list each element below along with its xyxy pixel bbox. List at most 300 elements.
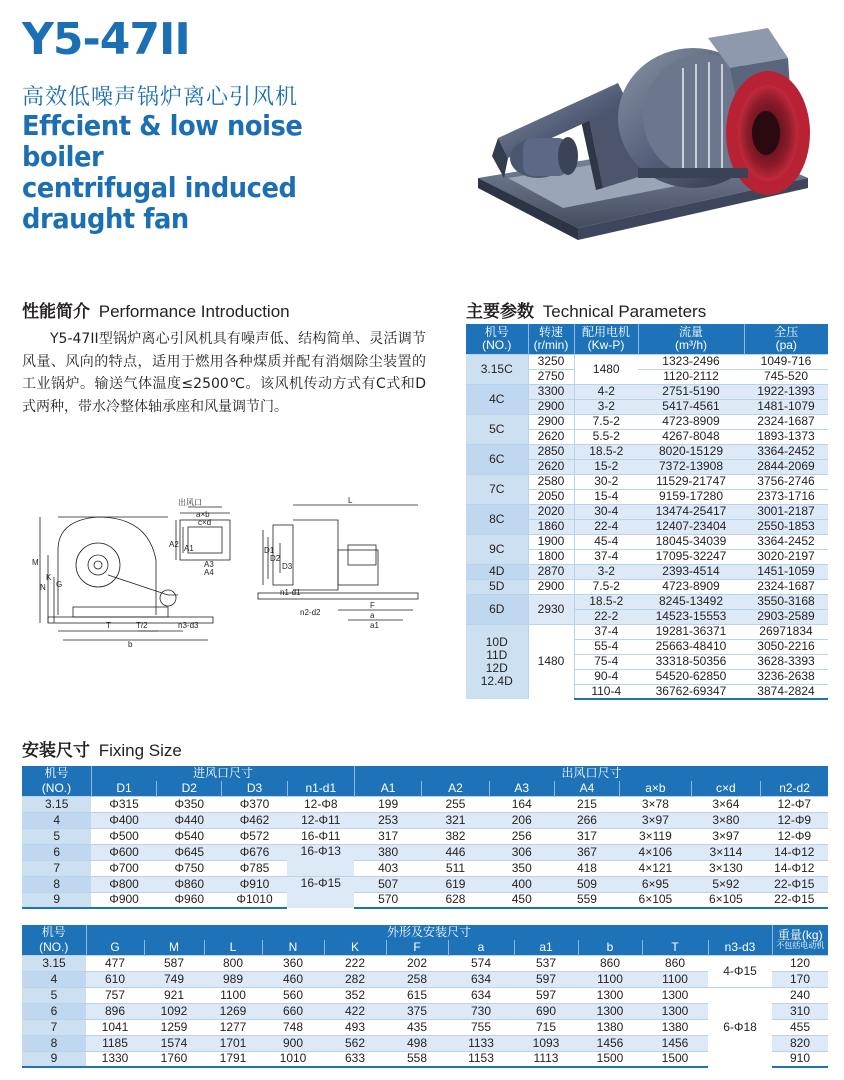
performance-heading-cn: 性能简介 (22, 302, 90, 322)
table-cell: Φ600 (91, 844, 156, 860)
table-cell: 25663-48410 (638, 639, 744, 654)
table-cell: 633 (324, 1051, 386, 1067)
table-cell: 12-Φ8 (287, 796, 354, 812)
table-cell: 8245-13492 (638, 594, 744, 609)
table-cell: Φ645 (157, 844, 222, 860)
table-cell: 1380 (578, 1019, 642, 1035)
table-cell: 1277 (204, 1019, 262, 1035)
table-cell: 2550-1853 (744, 519, 828, 534)
table-cell: 477 (86, 955, 144, 971)
table-cell: 1300 (642, 1003, 708, 1019)
table-cell: 755 (448, 1019, 514, 1035)
table-cell: 2050 (528, 489, 574, 504)
table-cell: 3.15 (22, 955, 86, 971)
drawing-label-n2d2: n2-d2 (300, 608, 321, 617)
table-cell: 403 (354, 860, 421, 876)
table-cell: 37-4 (574, 624, 638, 639)
table-cell: 16-Φ11 (287, 828, 354, 844)
technical-parameters-table (466, 324, 828, 700)
table-cell: 511 (422, 860, 489, 876)
table-cell: 2373-1716 (744, 489, 828, 504)
table-cell: 4723-8909 (638, 414, 744, 429)
table-cell: 14-Φ12 (761, 860, 828, 876)
table-cell: 12407-23404 (638, 519, 744, 534)
table-row (22, 860, 828, 876)
table-row (22, 1051, 828, 1067)
col-group-inlet: 进风口尺寸 (91, 766, 354, 781)
table-cell: 7.5-2 (574, 414, 638, 429)
table-cell: 2900 (528, 399, 574, 414)
table-row (466, 444, 828, 459)
table-cell: 3×97 (691, 828, 760, 844)
col-header-no-en: (NO.) (22, 781, 91, 796)
table-cell: 507 (354, 876, 421, 892)
table-cell: 634 (448, 971, 514, 987)
table-cell: 3628-3393 (744, 654, 828, 669)
drawing-label-n3d3: n3-d3 (178, 621, 199, 630)
table-cell: 8 (22, 1035, 86, 1051)
table-cell: 5.5-2 (574, 429, 638, 444)
cell-text-line: (NO.) (482, 337, 512, 352)
table-cell: 574 (448, 955, 514, 971)
table-cell: 537 (514, 955, 578, 971)
table-cell: 1922-1393 (744, 384, 828, 399)
table-cell: 5 (22, 828, 91, 844)
table-row (22, 812, 828, 828)
table-cell: 360 (262, 955, 324, 971)
col-header: L (204, 940, 262, 955)
table-row (22, 796, 828, 812)
table-cell: 1049-716 (744, 354, 828, 369)
table-cell: 90-4 (574, 669, 638, 684)
cell-text-line: 不包括电动机 (776, 941, 825, 951)
col-header: c×d (691, 781, 760, 796)
table-cell: 3550-3168 (744, 594, 828, 609)
table-cell: 509 (554, 876, 619, 892)
table-cell: 54520-62850 (638, 669, 744, 684)
col-header: n3-d3 (708, 940, 772, 955)
technical-heading-cn: 主要参数 (466, 302, 534, 322)
table-cell: 628 (422, 892, 489, 908)
model-cell-multi (466, 624, 528, 699)
table-cell: 350 (489, 860, 554, 876)
table-cell: 619 (422, 876, 489, 892)
drawing-label-d1: D1 (264, 546, 275, 555)
table-cell: 1153 (448, 1051, 514, 1067)
col-header: A1 (354, 781, 421, 796)
table-row (22, 987, 828, 1003)
drawing-label-t2: T/2 (136, 621, 148, 630)
table-cell: Φ750 (157, 860, 222, 876)
table-row (466, 384, 828, 399)
col-header: T (642, 940, 708, 955)
table-cell: Φ860 (157, 876, 222, 892)
table-cell: 1481-1079 (744, 399, 828, 414)
table-cell: 400 (489, 876, 554, 892)
table-cell: 3.15 (22, 796, 91, 812)
table-cell: 418 (554, 860, 619, 876)
table-cell: 215 (554, 796, 619, 812)
table-cell: 9 (22, 1051, 86, 1067)
table-cell: 422 (324, 1003, 386, 1019)
table-header-row (22, 781, 828, 796)
table-cell: 22-4 (574, 519, 638, 534)
col-header-speed (528, 324, 574, 354)
table-cell: 1113 (514, 1051, 578, 1067)
table-cell: 558 (386, 1051, 448, 1067)
table-cell: 4 (22, 971, 86, 987)
table-cell: 222 (324, 955, 386, 971)
table-row (22, 955, 828, 971)
table-cell: 1185 (86, 1035, 144, 1051)
table-header-row (22, 766, 828, 781)
table-cell: 3300 (528, 384, 574, 399)
table-cell: 7 (22, 1019, 86, 1035)
table-cell: Φ676 (222, 844, 287, 860)
table-cell: 14-Φ12 (761, 844, 828, 860)
table-cell: 2620 (528, 459, 574, 474)
table-cell: 1323-2496 (638, 354, 744, 369)
model-cell: 6D (466, 594, 528, 624)
drawing-label-n: N (40, 583, 46, 592)
col-header: F (386, 940, 448, 955)
table-cell: 3×78 (620, 796, 692, 812)
table-cell: 164 (489, 796, 554, 812)
table-cell: 352 (324, 987, 386, 1003)
table-cell: 30-2 (574, 474, 638, 489)
table-cell: 18.5-2 (574, 444, 638, 459)
col-header-pressure (744, 324, 828, 354)
table-row (22, 876, 828, 892)
table-cell: Φ540 (157, 828, 222, 844)
table-cell: 1900 (528, 534, 574, 549)
table-cell: 435 (386, 1019, 448, 1035)
cell-text-line: (m³/h) (675, 337, 707, 352)
drawing-label-f: F (370, 601, 375, 610)
table-cell: 1100 (642, 971, 708, 987)
table-cell: 22-Φ15 (761, 892, 828, 908)
table-cell: 1269 (204, 1003, 262, 1019)
table-cell: 559 (554, 892, 619, 908)
table-row (466, 504, 828, 519)
technical-heading-en: Technical Parameters (542, 302, 707, 321)
table-cell: Φ400 (91, 812, 156, 828)
table-header-row (466, 324, 828, 354)
table-cell: 26971834 (744, 624, 828, 639)
table-cell: 5417-4561 (638, 399, 744, 414)
model-cell: 9C (466, 534, 528, 564)
fan-product-photo (468, 28, 820, 242)
table-cell: 1041 (86, 1019, 144, 1035)
table-cell: 2930 (528, 594, 574, 624)
model-cell: 4C (466, 384, 528, 414)
cell-text-line: 12.4D (480, 673, 513, 688)
table-cell: 1259 (144, 1019, 204, 1035)
table-cell: 199 (354, 796, 421, 812)
col-header: n2-d2 (761, 781, 828, 796)
table-row (22, 1019, 828, 1035)
table-cell: 256 (489, 828, 554, 844)
drawing-label-axb: a×b (196, 510, 210, 519)
drawing-label-a3: A3 (204, 560, 214, 569)
table-row (466, 579, 828, 594)
table-cell: 570 (354, 892, 421, 908)
table-cell: 1500 (578, 1051, 642, 1067)
cell-text-line: 11D (486, 647, 508, 662)
col-header: M (144, 940, 204, 955)
model-cell: 5C (466, 414, 528, 444)
table-cell: 3874-2824 (744, 684, 828, 699)
table-cell: 240 (772, 987, 828, 1003)
table-cell: 1133 (448, 1035, 514, 1051)
table-cell: Φ315 (91, 796, 156, 812)
table-cell: 8020-15129 (638, 444, 744, 459)
table-cell: 3×97 (620, 812, 692, 828)
table-cell: 3×80 (691, 812, 760, 828)
table-cell: 375 (386, 1003, 448, 1019)
table-cell: 206 (489, 812, 554, 828)
table-cell: Φ500 (91, 828, 156, 844)
table-cell: 1093 (514, 1035, 578, 1051)
table-cell: 690 (514, 1003, 578, 1019)
table-cell: 587 (144, 955, 204, 971)
table-cell: 560 (262, 987, 324, 1003)
table-cell: 4×106 (620, 844, 692, 860)
table-cell: 1380 (642, 1019, 708, 1035)
table-cell: 748 (262, 1019, 324, 1035)
table-cell: 1701 (204, 1035, 262, 1051)
n3-d3-cell: 4-Φ15 (708, 955, 772, 987)
table-cell: 757 (86, 987, 144, 1003)
col-group-outline: 外形及安装尺寸 (86, 925, 772, 940)
col-header-no (466, 324, 528, 354)
table-cell: 498 (386, 1035, 448, 1051)
table-cell: 7 (22, 860, 91, 876)
table-cell: Φ440 (157, 812, 222, 828)
table-cell: 6×95 (620, 876, 692, 892)
table-cell: 282 (324, 971, 386, 987)
table-cell: 660 (262, 1003, 324, 1019)
table-cell: 3×64 (691, 796, 760, 812)
table-cell: 4 (22, 812, 91, 828)
table-cell: 306 (489, 844, 554, 860)
table-cell: 55-4 (574, 639, 638, 654)
table-cell: 989 (204, 971, 262, 987)
cell-text-line: 流量 (678, 324, 703, 339)
model-cell: 3.15C (466, 354, 528, 384)
cell-text-line: 重量(kg) (777, 928, 823, 943)
table-cell: 1760 (144, 1051, 204, 1067)
table-cell: 3236-2638 (744, 669, 828, 684)
drawing-label-d3: D3 (282, 562, 293, 571)
table-cell: 3×130 (691, 860, 760, 876)
table-cell: 1300 (578, 987, 642, 1003)
table-header-row (22, 940, 828, 955)
table-cell: 2900 (528, 414, 574, 429)
table-cell: 19281-36371 (638, 624, 744, 639)
table-cell: 615 (386, 987, 448, 1003)
table-cell: 1893-1373 (744, 429, 828, 444)
drawing-label-a1: A1 (184, 544, 194, 553)
table-cell: 12-Φ9 (761, 828, 828, 844)
col-header: A2 (422, 781, 489, 796)
table-row (22, 828, 828, 844)
table-cell: 321 (422, 812, 489, 828)
table-cell: 15-2 (574, 459, 638, 474)
table-row (22, 971, 828, 987)
table-cell: 253 (354, 812, 421, 828)
table-cell: 800 (204, 955, 262, 971)
drawing-label-g: G (56, 580, 63, 589)
table-cell: 5×92 (691, 876, 760, 892)
table-row (466, 534, 828, 549)
table-cell: 11529-21747 (638, 474, 744, 489)
col-header: G (86, 940, 144, 955)
table-cell: 75-4 (574, 654, 638, 669)
table-cell: 1010 (262, 1051, 324, 1067)
table-cell: 860 (642, 955, 708, 971)
col-header: D2 (157, 781, 222, 796)
table-cell: 820 (772, 1035, 828, 1051)
table-cell: 1330 (86, 1051, 144, 1067)
table-cell: 2393-4514 (638, 564, 744, 579)
table-cell: Φ462 (222, 812, 287, 828)
table-cell: 13474-25417 (638, 504, 744, 519)
table-cell: 3050-2216 (744, 639, 828, 654)
table-cell: 382 (422, 828, 489, 844)
table-cell: 900 (262, 1035, 324, 1051)
table-row (22, 844, 828, 860)
col-header: n1-d1 (287, 781, 354, 796)
n3-d3-cell: 6-Φ18 (708, 987, 772, 1067)
table-cell: 749 (144, 971, 204, 987)
table-row (466, 474, 828, 489)
table-cell: 14523-15553 (638, 609, 744, 624)
performance-text: Y5-47II型锅炉离心引风机具有噪声低、结构简单、灵活调节风量、风向的特点，适用于燃用各种煤质并配有消烟除尘装置的工业锅炉。输送气体温度≤2500℃。该风机传动方式有C式和D式两种，带水冷整体轴承座和风量调节门。 (22, 331, 426, 415)
table-cell: 4723-8909 (638, 579, 744, 594)
col-header: a (448, 940, 514, 955)
col-group-outlet: 出风口尺寸 (354, 766, 828, 781)
table-cell: 2620 (528, 429, 574, 444)
model-cell: 5D (466, 579, 528, 594)
table-cell: 110-4 (574, 684, 638, 699)
table-cell: 597 (514, 987, 578, 1003)
table-cell: 730 (448, 1003, 514, 1019)
english-title-line: centrifugal induced (22, 171, 297, 204)
drawing-label-n1d1: n1-d1 (280, 588, 301, 597)
table-cell: Φ960 (157, 892, 222, 908)
performance-heading-en: Performance Introduction (98, 302, 290, 321)
table-cell: 9159-17280 (638, 489, 744, 504)
table-cell: Φ370 (222, 796, 287, 812)
col-header-no: 机号 (22, 766, 91, 781)
table-cell: 1300 (578, 1003, 642, 1019)
table-cell: 5 (22, 987, 86, 1003)
col-header: N (262, 940, 324, 955)
model-number: Y5-47II (22, 14, 190, 65)
table-cell: 6×105 (620, 892, 692, 908)
table-cell: 2324-1687 (744, 414, 828, 429)
table-row (466, 624, 828, 639)
table-cell: 2020 (528, 504, 574, 519)
table-cell: 597 (514, 971, 578, 987)
table-row (22, 1003, 828, 1019)
table-cell: 896 (86, 1003, 144, 1019)
table-cell: Φ350 (157, 796, 222, 812)
table-cell: 562 (324, 1035, 386, 1051)
table-cell: 12-Φ11 (287, 812, 354, 828)
table-cell: 367 (554, 844, 619, 860)
table-cell: 1574 (144, 1035, 204, 1051)
table-cell: 16-Φ15 (287, 876, 354, 908)
table-row (22, 892, 828, 908)
table-cell: 2750 (528, 369, 574, 384)
cell-text-line: 全压 (774, 324, 799, 339)
col-header-no: 机号 (22, 925, 86, 940)
table-cell: 4-2 (574, 384, 638, 399)
table-cell: 1480 (574, 354, 638, 384)
table-cell: 1092 (144, 1003, 204, 1019)
table-header-row (22, 925, 828, 940)
table-cell: 2900 (528, 579, 574, 594)
table-cell: 3364-2452 (744, 534, 828, 549)
table-cell: 921 (144, 987, 204, 1003)
table-cell: 33318-50356 (638, 654, 744, 669)
fixing-heading (22, 736, 182, 761)
fixing-size-table-outline (22, 925, 828, 1068)
table-cell: 22-Φ15 (761, 876, 828, 892)
model-cell: 4D (466, 564, 528, 579)
table-cell: Φ700 (91, 860, 156, 876)
drawing-label-outlet: 出风口 (178, 498, 202, 507)
table-cell: 910 (772, 1051, 828, 1067)
table-row (466, 564, 828, 579)
table-cell: 715 (514, 1019, 578, 1035)
chinese-title: 高效低噪声锅炉离心引风机 (22, 85, 299, 110)
table-row (466, 354, 828, 369)
table-cell: 3-2 (574, 399, 638, 414)
col-header: A3 (489, 781, 554, 796)
table-cell: 1456 (578, 1035, 642, 1051)
table-cell: 170 (772, 971, 828, 987)
table-cell: 16-Φ13 (287, 844, 354, 876)
table-cell: 2850 (528, 444, 574, 459)
col-header-flow (638, 324, 744, 354)
table-cell: 380 (354, 844, 421, 860)
table-cell: 2580 (528, 474, 574, 489)
table-cell: 1800 (528, 549, 574, 564)
col-header-no-en: (NO.) (22, 940, 86, 955)
table-cell: Φ900 (91, 892, 156, 908)
table-cell: 255 (422, 796, 489, 812)
table-cell: 3×119 (620, 828, 692, 844)
table-cell: 2870 (528, 564, 574, 579)
fixing-dimension-drawing (18, 495, 438, 650)
table-cell: 4×121 (620, 860, 692, 876)
drawing-label-a1-lower: a1 (370, 621, 379, 630)
table-cell: 266 (554, 812, 619, 828)
model-cell: 7C (466, 474, 528, 504)
table-cell: 4267-8048 (638, 429, 744, 444)
table-cell: 310 (772, 1003, 828, 1019)
model-cell: 8C (466, 504, 528, 534)
table-cell: 3250 (528, 354, 574, 369)
drawing-label-a4: A4 (204, 568, 214, 577)
table-cell: 1791 (204, 1051, 262, 1067)
drawing-label-l: L (348, 496, 353, 505)
col-header: a×b (620, 781, 692, 796)
col-header: K (324, 940, 386, 955)
